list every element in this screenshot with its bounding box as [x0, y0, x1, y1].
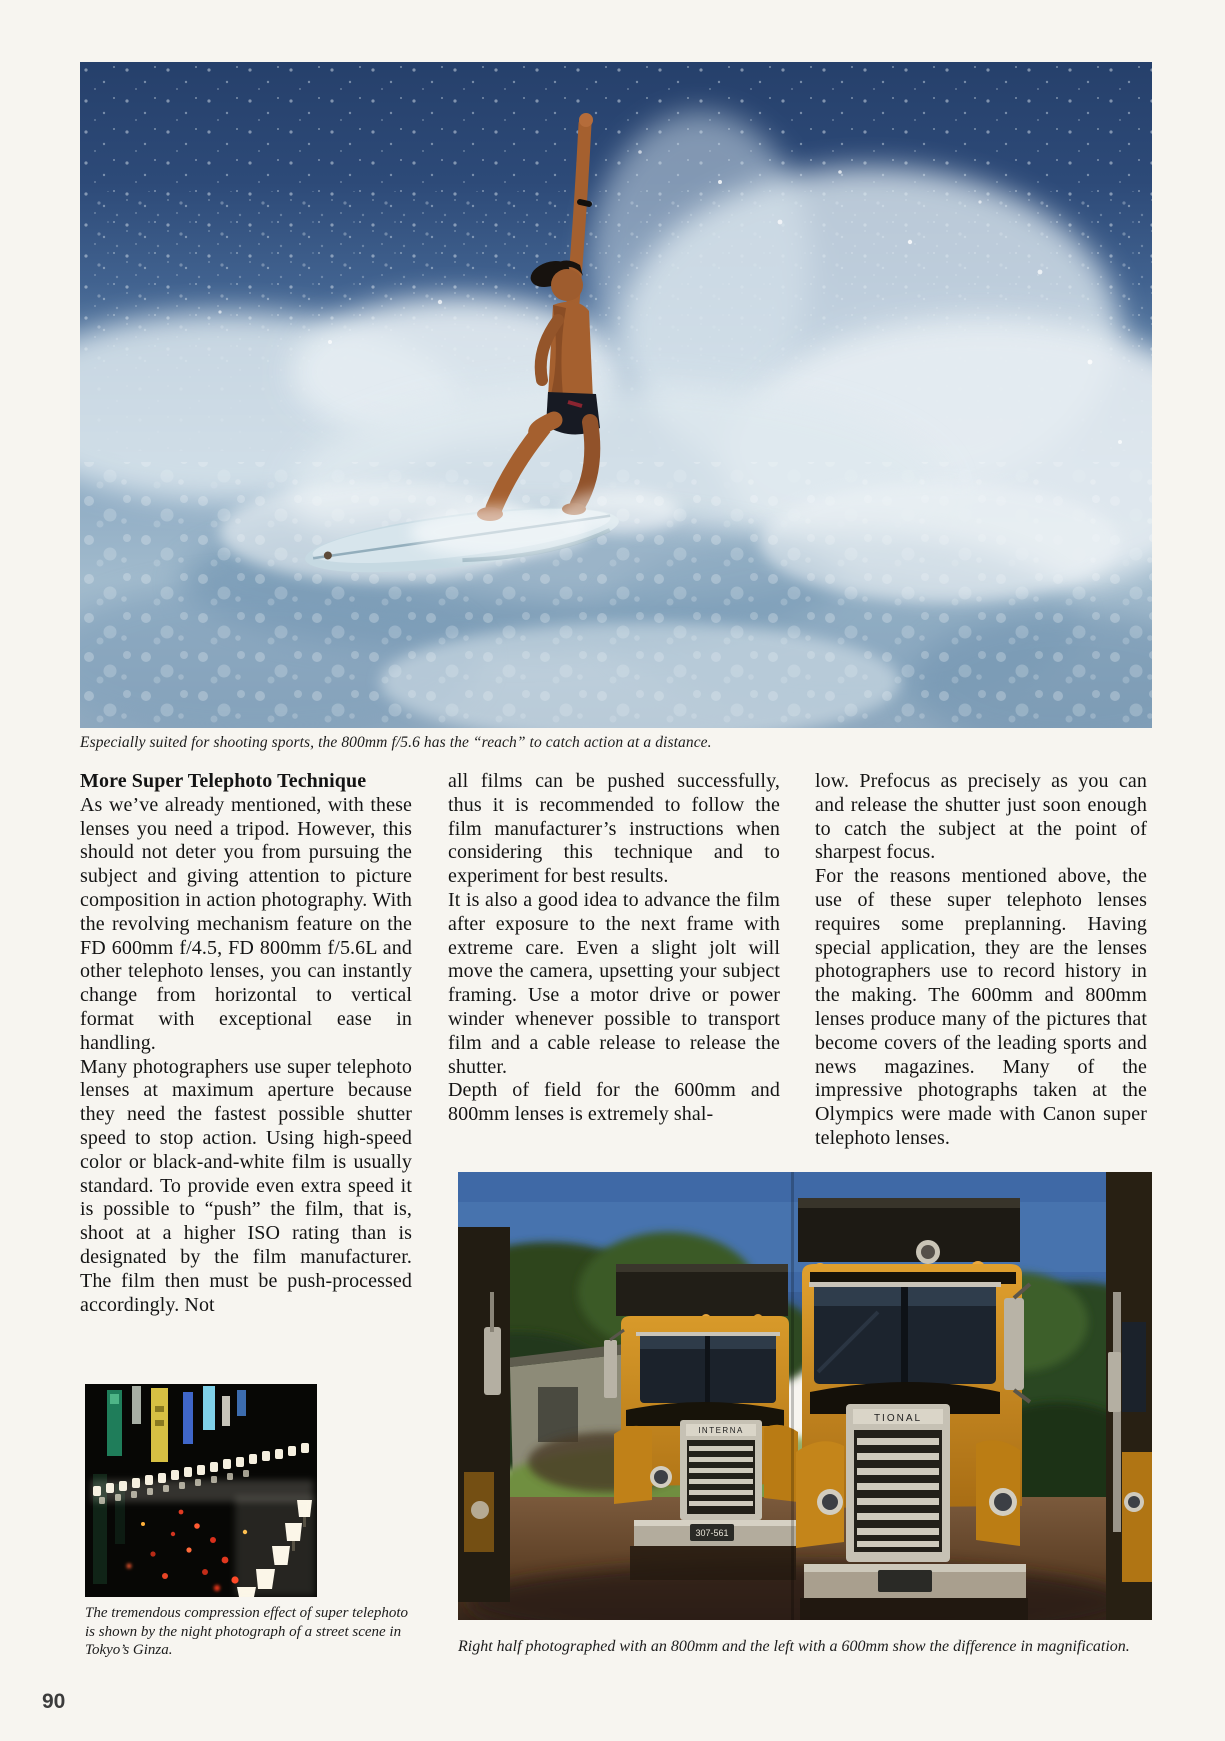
- page-number: 90: [42, 1690, 66, 1713]
- article-heading: More Super Telephoto Technique: [80, 770, 367, 792]
- article-column-2: [448, 770, 780, 1127]
- photo-splice-seam: [791, 1172, 794, 1620]
- right-edge-truck: [1106, 1172, 1152, 1620]
- article-column-3: [815, 770, 1147, 1151]
- paragraph: low. Prefocus as precisely as you can and release the shutter just soon enough to catch the subject at the point of sharpest focus.: [815, 770, 1147, 864]
- svg-text:TIONAL: TIONAL: [873, 1413, 923, 1424]
- paragraph: Depth of field for the 600mm and 800mm lenses is extremely shal-: [448, 1079, 780, 1126]
- paragraph: Many photographers use super telephoto lenses at maximum aperture because they need the fastest possible shutter speed to stop action. Using high-speed color or black-and-white film is usually standard. To provide even extra speed it is possible to “push” the film, that is, shoot at a higher ISO rating than is designated by the film manufacturer. The film then must be push-processed accordingly. Not: [80, 1055, 412, 1316]
- trucks-photo: [458, 1172, 1152, 1620]
- surfer-photo: [80, 62, 1152, 728]
- paragraph: As we’ve already mentioned, with these lenses you need a tripod. However, this should not deter you from pursuing the subject and giving attention to picture composition in action photography. With the revolving mechanism feature on the FD 600mm f/4.5, FD 800mm f/5.6L and other telephoto lenses, you can instantly change from horizontal to vertical format with exceptional ease in handling.: [80, 793, 412, 1054]
- article-column-1: [80, 770, 412, 1317]
- paragraph: all films can be pushed successfully, thus it is recommended to follow the film manufacturer’s instructions when considering this technique and to experiment for best results.: [448, 770, 780, 888]
- foreground-lamps: [235, 1496, 315, 1597]
- paragraph: It is also a good idea to advance the film after exposure to the next frame with extreme care. Even a slight jolt will move the camera, upsetting your subject framing. Use a motor drive or power winder whenever possible to transport film and a cable release to release the shutter.: [448, 888, 780, 1078]
- left-edge-truck: [458, 1227, 510, 1602]
- ginza-night-photo: [85, 1384, 317, 1597]
- trucks-caption: Right half photographed with an 800mm and the left with a 600mm show the difference in magnification.: [458, 1638, 1130, 1655]
- ginza-caption: The tremendous compression effect of super telephoto is shown by the night photograph of a street scene in Tokyo’s Ginza.: [85, 1605, 408, 1658]
- svg-text:INTERNA: INTERNA: [698, 1426, 744, 1435]
- hero-caption: Especially suited for shooting sports, the 800mm f/5.6 has the “reach” to catch action at a distance.: [80, 734, 712, 751]
- svg-text:307-561: 307-561: [695, 1528, 729, 1538]
- paragraph: For the reasons mentioned above, the use of these super telephoto lenses requires some preplanning. Having special application, they are the lenses photographers use to record history in the making. The 600mm and 800mm lenses produce many of the pictures that become covers of the leading sports and news magazines. Many of the impressive photographs taken at the Olympics were made with Canon super telephoto lenses.: [815, 865, 1147, 1149]
